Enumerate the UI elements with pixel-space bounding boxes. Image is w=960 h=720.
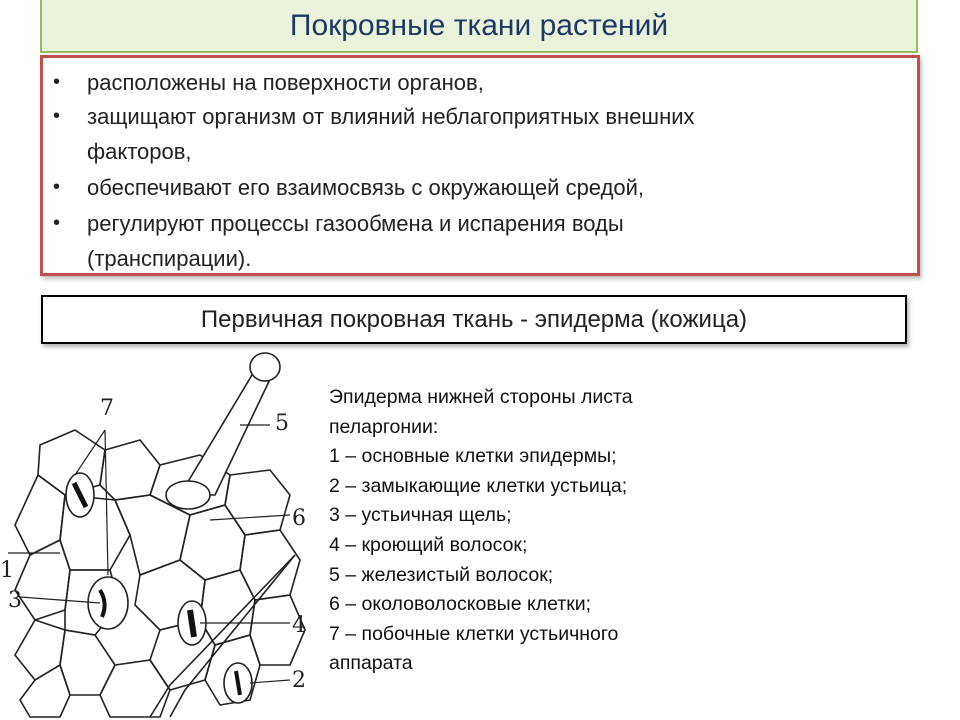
diagram-label-6: 6 [292, 506, 306, 531]
covering-hair [150, 555, 295, 717]
bullet-item [53, 207, 887, 240]
bullet-mark: • [53, 176, 61, 198]
bullet-item-continuation [87, 135, 887, 168]
label-lines [8, 425, 290, 683]
bullet-text: обеспечивают его взаимосвязь с окружающей средой, [87, 175, 645, 200]
bullet-list-box [40, 55, 920, 276]
bullet-text: (транспирации). [87, 246, 252, 271]
legend-item: 1 – основные клетки эпидермы; [329, 445, 617, 468]
bullet-item [53, 171, 887, 204]
glandular-hair [166, 353, 280, 509]
legend-item: 6 – околоволосковые клетки; [329, 593, 592, 616]
diagram-label-4: 4 [292, 613, 306, 638]
diagram-label-1: 1 [0, 558, 14, 583]
legend-item: 3 – устьичная щель; [329, 504, 512, 527]
bullet-text: расположены на поверхности органов, [87, 70, 484, 95]
diagram-label-7: 7 [100, 396, 114, 421]
bullet-mark: • [53, 71, 61, 93]
section-subtitle: Первичная покровная ткань - эпидерма (кожица) [41, 295, 907, 344]
bullet-text: защищают организм от влияний неблагоприятных внешних [87, 104, 695, 129]
diagram-numbers [0, 396, 306, 693]
bullet-item-continuation [87, 242, 887, 275]
legend-item: 5 – железистый волосок; [329, 563, 554, 586]
bullet-mark: • [53, 105, 61, 127]
epidermis-diagram [0, 345, 320, 720]
legend-item: аппарата [329, 652, 413, 675]
legend-heading: пеларгонии: [329, 415, 439, 438]
legend-heading: Эпидерма нижней стороны листа [329, 386, 633, 408]
epidermis-cells [15, 430, 305, 717]
bullet-mark: • [53, 212, 61, 234]
legend-text [329, 383, 749, 679]
diagram-label-2: 2 [292, 668, 306, 693]
diagram-label-5: 5 [275, 411, 289, 436]
diagram-label-3: 3 [8, 588, 22, 613]
legend-item: 4 – кроющий волосок; [329, 533, 528, 556]
legend-item: 7 – побочные клетки устьичного [329, 622, 619, 645]
bullet-item [53, 66, 887, 99]
legend-item: 2 – замыкающие клетки устьица; [329, 474, 628, 497]
bullet-text: факторов, [87, 139, 192, 164]
bullet-item [53, 100, 887, 133]
slide-title: Покровные ткани растений [40, 0, 918, 53]
stomata-group [66, 473, 252, 703]
bullet-text: регулируют процессы газообмена и испарения воды [87, 211, 624, 236]
